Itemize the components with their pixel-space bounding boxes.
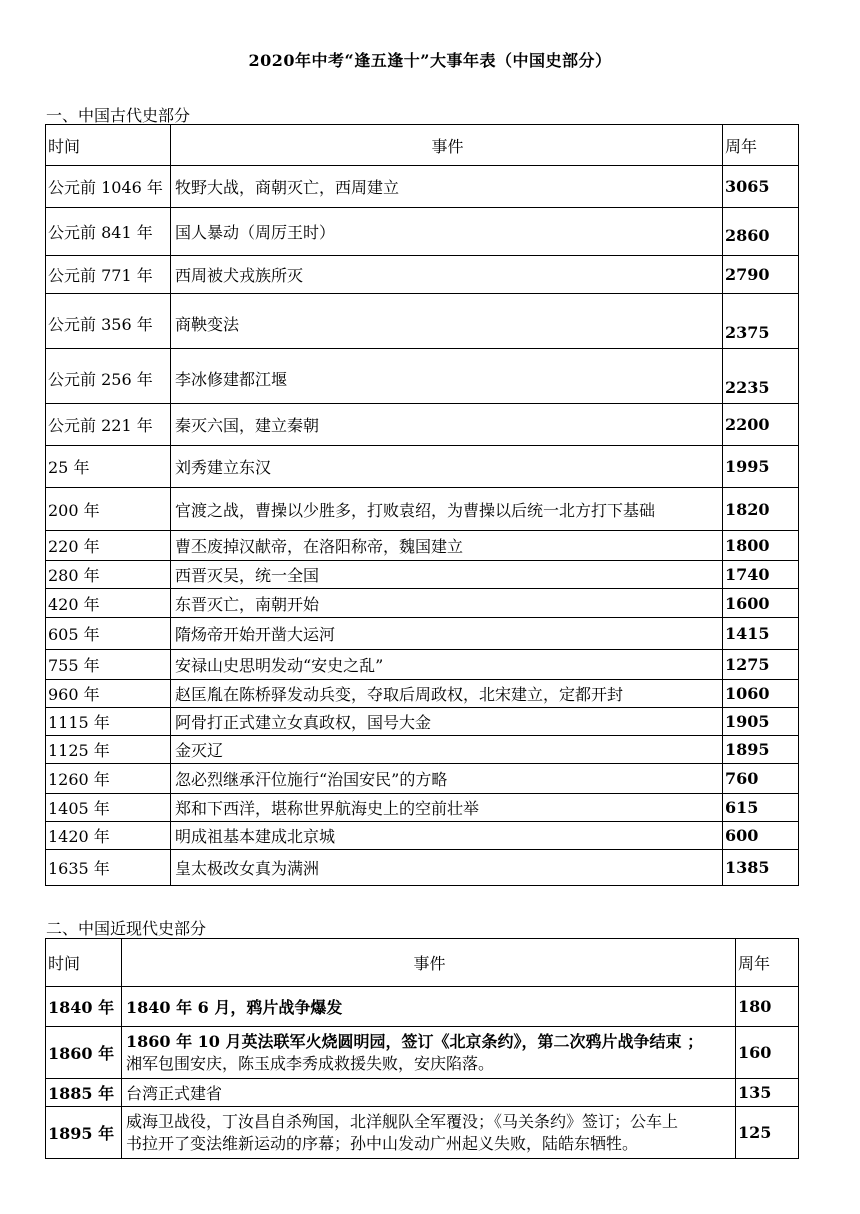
table-row [46, 708, 799, 736]
table-row [46, 294, 799, 349]
row-anniversary: 600 [723, 822, 799, 850]
row-event: 曹丕废掉汉献帝，在洛阳称帝，魏国建立 [171, 531, 723, 561]
row-time: 1260 年 [46, 764, 171, 794]
header-anniversary: 周年 [723, 125, 799, 166]
table-row [46, 1027, 799, 1079]
row-event-line: 1860 年 10 月英法联军火烧圆明园，签订《北京条约》，第二次鸦片战争结束 ； [126, 1031, 704, 1051]
row-time: 25 年 [46, 446, 171, 488]
table-row [46, 736, 799, 764]
table-row [46, 589, 799, 618]
table-row [46, 1107, 799, 1159]
row-time: 420 年 [46, 589, 171, 618]
row-anniversary: 3065 [723, 166, 799, 208]
row-event: 忽必烈继承汗位施行“治国安民”的方略 [171, 764, 723, 794]
table-header-row [46, 939, 799, 987]
section-heading-modern: 二、中国近现代史部分 [46, 919, 207, 938]
ancient-history-table [45, 124, 799, 886]
row-time: 960 年 [46, 680, 171, 708]
row-event: 金灭辽 [171, 736, 723, 764]
table-row [46, 446, 799, 488]
row-event: 李冰修建都江堰 [171, 349, 723, 404]
table-row [46, 561, 799, 589]
row-event: 赵匡胤在陈桥驿发动兵变，夺取后周政权，北宋建立，定都开封 [171, 680, 723, 708]
row-event: 牧野大战，商朝灭亡，西周建立 [171, 166, 723, 208]
row-anniversary: 135 [736, 1079, 799, 1107]
table-row [46, 650, 799, 680]
row-anniversary: 1905 [723, 708, 799, 736]
row-event: 隋炀帝开始开凿大运河 [171, 618, 723, 650]
row-time: 1895 年 [46, 1107, 122, 1159]
row-event: 郑和下西洋，堪称世界航海史上的空前壮举 [171, 794, 723, 822]
table-row [46, 794, 799, 822]
row-event: 国人暴动（周厉王时） [171, 208, 723, 256]
table-row [46, 349, 799, 404]
row-event: 刘秀建立东汉 [171, 446, 723, 488]
row-anniversary: 1415 [723, 618, 799, 650]
table-header-row [46, 125, 799, 166]
row-anniversary: 2235 [723, 349, 799, 404]
row-event: 西周被犬戎族所灭 [171, 256, 723, 294]
table-row [46, 764, 799, 794]
row-anniversary: 1820 [723, 488, 799, 531]
row-anniversary: 1800 [723, 531, 799, 561]
row-anniversary: 1385 [723, 850, 799, 886]
row-time: 公元前 1046 年 [46, 166, 171, 208]
row-time: 公元前 841 年 [46, 208, 171, 256]
row-event: 商鞅变法 [171, 294, 723, 349]
modern-history-table [45, 938, 799, 1159]
table-row [46, 488, 799, 531]
row-event: 阿骨打正式建立女真政权，国号大金 [171, 708, 723, 736]
row-event: 西晋灭吴，统一全国 [171, 561, 723, 589]
header-time: 时间 [46, 125, 171, 166]
row-anniversary: 2375 [723, 294, 799, 349]
row-time: 公元前 256 年 [46, 349, 171, 404]
row-anniversary: 2790 [723, 256, 799, 294]
header-anniversary: 周年 [736, 939, 799, 987]
table-row [46, 680, 799, 708]
row-time: 公元前 356 年 [46, 294, 171, 349]
row-event-line: 湘军包围安庆，陈玉成李秀成救援失败，安庆陷落。 [126, 1053, 495, 1073]
row-anniversary: 1060 [723, 680, 799, 708]
row-anniversary: 160 [736, 1027, 799, 1079]
row-time: 1405 年 [46, 794, 171, 822]
row-time: 605 年 [46, 618, 171, 650]
row-time: 755 年 [46, 650, 171, 680]
table-row [46, 166, 799, 208]
table-row [46, 404, 799, 446]
section-heading-ancient: 一、中国古代史部分 [46, 106, 191, 125]
row-time: 200 年 [46, 488, 171, 531]
row-anniversary: 2860 [723, 208, 799, 256]
header-time: 时间 [46, 939, 122, 987]
table-row [46, 850, 799, 886]
row-time: 公元前 771 年 [46, 256, 171, 294]
table-row [46, 618, 799, 650]
row-time: 1885 年 [46, 1079, 122, 1107]
header-event: 事件 [171, 125, 723, 166]
row-event [122, 1107, 736, 1159]
row-anniversary: 2200 [723, 404, 799, 446]
row-anniversary: 180 [736, 987, 799, 1027]
row-anniversary: 1600 [723, 589, 799, 618]
row-event: 官渡之战，曹操以少胜多，打败袁绍，为曹操以后统一北方打下基础 [171, 488, 723, 531]
table-row [46, 208, 799, 256]
row-time: 1635 年 [46, 850, 171, 886]
row-anniversary: 760 [723, 764, 799, 794]
row-time: 公元前 221 年 [46, 404, 171, 446]
row-event-line: 威海卫战役，丁汝昌自杀殉国，北洋舰队全军覆没；《马关条约》签订；公车上 [126, 1111, 679, 1131]
row-anniversary: 125 [736, 1107, 799, 1159]
row-time: 1420 年 [46, 822, 171, 850]
page-title: 2020年中考“逢五逢十”大事年表（中国史部分） [248, 51, 612, 70]
row-event: 东晋灭亡，南朝开始 [171, 589, 723, 618]
row-event: 1840 年 6 月，鸦片战争爆发 [122, 987, 736, 1027]
table-row [46, 1079, 799, 1107]
table-row [46, 531, 799, 561]
row-time: 1115 年 [46, 708, 171, 736]
row-event: 台湾正式建省 [122, 1079, 736, 1107]
header-event: 事件 [122, 939, 736, 987]
row-time: 1840 年 [46, 987, 122, 1027]
row-event: 秦灭六国，建立秦朝 [171, 404, 723, 446]
row-event: 明成祖基本建成北京城 [171, 822, 723, 850]
row-event [122, 1027, 736, 1079]
row-time: 220 年 [46, 531, 171, 561]
row-event: 安禄山史思明发动“安史之乱” [171, 650, 723, 680]
row-event-line: 书拉开了变法维新运动的序幕；孙中山发动广州起义失败，陆皓东牺牲。 [126, 1133, 639, 1153]
row-anniversary: 1895 [723, 736, 799, 764]
row-anniversary: 615 [723, 794, 799, 822]
row-time: 1125 年 [46, 736, 171, 764]
row-time: 280 年 [46, 561, 171, 589]
table-row [46, 987, 799, 1027]
row-anniversary: 1995 [723, 446, 799, 488]
row-anniversary: 1275 [723, 650, 799, 680]
row-time: 1860 年 [46, 1027, 122, 1079]
table-row [46, 256, 799, 294]
table-row [46, 822, 799, 850]
row-anniversary: 1740 [723, 561, 799, 589]
row-event: 皇太极改女真为满洲 [171, 850, 723, 886]
